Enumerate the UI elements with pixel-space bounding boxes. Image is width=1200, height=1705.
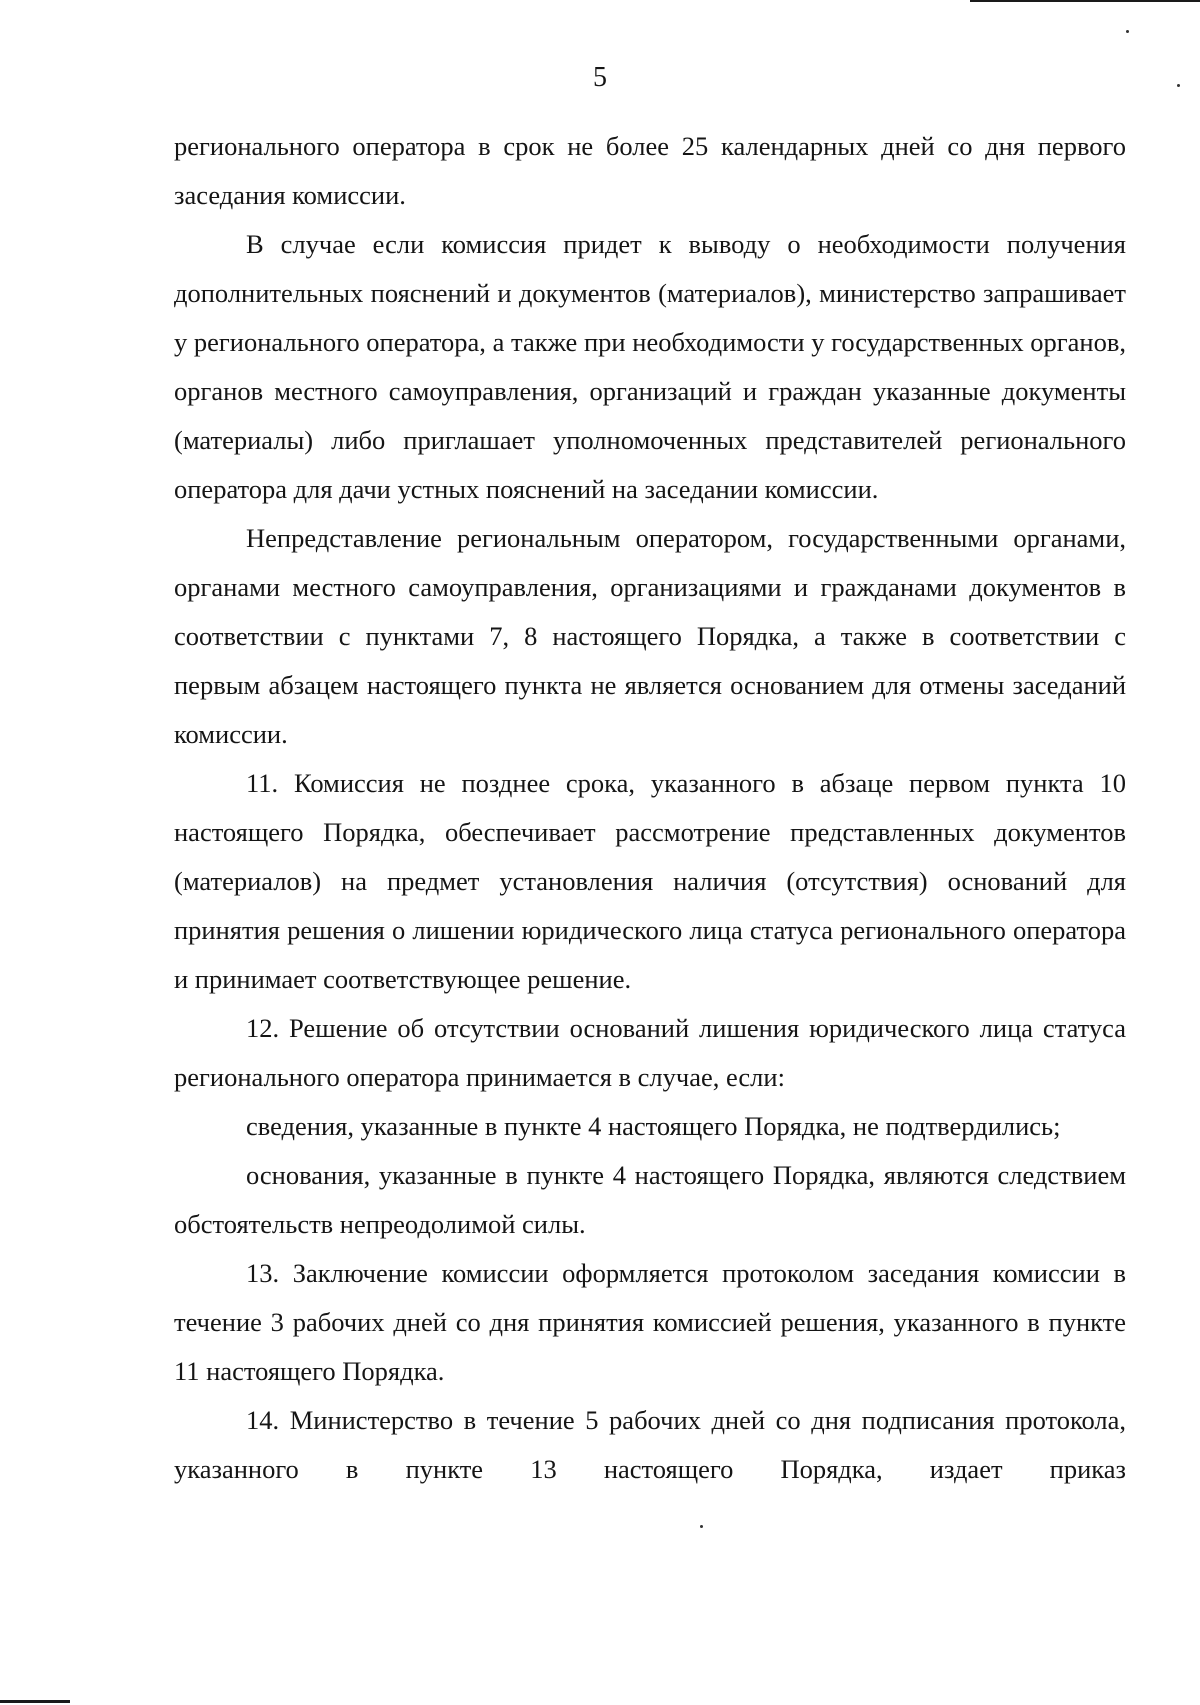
document-body bbox=[174, 122, 1126, 1494]
scan-edge-line bbox=[0, 1700, 70, 1703]
paragraph-1: регионального оператора в срок не более 25 календарных дней со дня первого заседания комиссии. bbox=[174, 131, 1126, 210]
page-number: 5 bbox=[593, 62, 607, 93]
paragraph-7: основания, указанные в пункте 4 настоящего Порядка, являются следствием обстоятельств непреодолимой силы. bbox=[174, 1160, 1126, 1239]
scan-edge-line bbox=[970, 0, 1200, 2]
paragraph-3: Непредставление региональным оператором, государственными органами, органами местного самоуправления, организациями и гражданами документов в соответствии с пунктами 7, 8 настоящего Порядка, а также в соответствии с первым абзацем настоящего пункта не является основанием для отмены заседаний комиссии. bbox=[174, 523, 1126, 749]
paragraph-6: сведения, указанные в пункте 4 настоящего Порядка, не подтвердились; bbox=[246, 1111, 1061, 1141]
scan-speck bbox=[1126, 30, 1129, 33]
paragraph-2: В случае если комиссия придет к выводу о необходимости получения дополнительных пояснений и документов (материалов), министерство запрашивает у регионального оператора, а также при необходимости у государственных органов, органов местного самоуправления, организаций и граждан указанные документы (материалы) либо приглашает уполномоченных представителей регионального оператора для дачи устных пояснений на заседании комиссии. bbox=[174, 229, 1126, 504]
paragraph-4: 11. Комиссия не позднее срока, указанного в абзаце первом пункта 10 настоящего Порядка, обеспечивает рассмотрение представленных документов (материалов) на предмет установления наличия (отсутствия) оснований для принятия решения о лишении юридического лица статуса регионального оператора и принимает соответствующее решение. bbox=[174, 768, 1126, 994]
paragraph-8: 13. Заключение комиссии оформляется протоколом заседания комиссии в течение 3 рабочих дней со дня принятия комиссией решения, указанного в пункте 11 настоящего Порядка. bbox=[174, 1258, 1126, 1386]
paragraph-9: 14. Министерство в течение 5 рабочих дней со дня подписания протокола, указанного в пункте 13 настоящего Порядка, издает приказ bbox=[174, 1405, 1126, 1484]
scan-speck bbox=[700, 1525, 703, 1528]
paragraph-5: 12. Решение об отсутствии оснований лишения юридического лица статуса регионального оператора принимается в случае, если: bbox=[174, 1013, 1126, 1092]
